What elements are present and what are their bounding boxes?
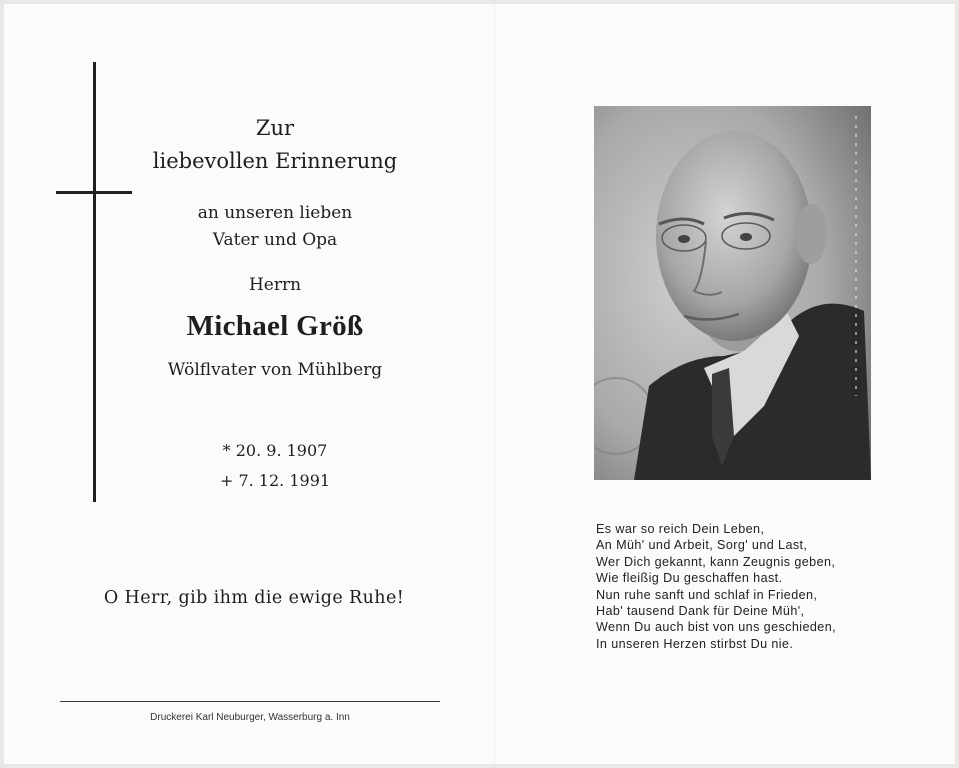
poem-line: Nun ruhe sanft und schlaf in Frieden, [596,587,818,602]
poem-line: In unseren Herzen stirbst Du nie. [596,636,794,651]
cross-icon [93,62,96,502]
poem-line: Wenn Du auch bist von uns geschieden, [596,620,836,635]
poem-line: An Müh' und Arbeit, Sorg' und Last, [596,538,808,553]
prayer-text: O Herr, gib ihm die ewige Ruhe! [103,588,405,608]
deceased-title: Wölflvater von Mühlberg [167,360,383,380]
death-date: + 7. 12. 1991 [219,471,331,490]
deceased-name: Michael Größ [186,310,364,342]
poem-line: Es war so reich Dein Leben, [596,522,765,536]
dedication-line-2: Vater und Opa [212,230,338,250]
portrait-photo [594,106,871,480]
dedication-line-1: an unseren lieben [197,203,353,223]
header-line-2: liebevollen Erinnerung [152,149,398,173]
cross-icon-bar [56,191,132,194]
salutation: Herrn [248,275,302,295]
poem-line: Wer Dich gekannt, kann Zeugnis geben, [596,554,836,569]
card-fold [494,4,495,764]
header-line-1: Zur [255,116,295,140]
poem-line: Hab' tausend Dank für Deine Müh', [596,604,805,619]
printer-credit: Druckerei Karl Neuburger, Wasserburg a. Inn [150,712,350,723]
birth-date: * 20. 9. 1907 [222,441,328,460]
portrait-image [594,106,871,480]
memorial-card [4,4,955,764]
poem [596,521,836,652]
footer-divider [60,701,440,702]
poem-line: Wie fleißig Du geschaffen hast. [596,571,783,586]
